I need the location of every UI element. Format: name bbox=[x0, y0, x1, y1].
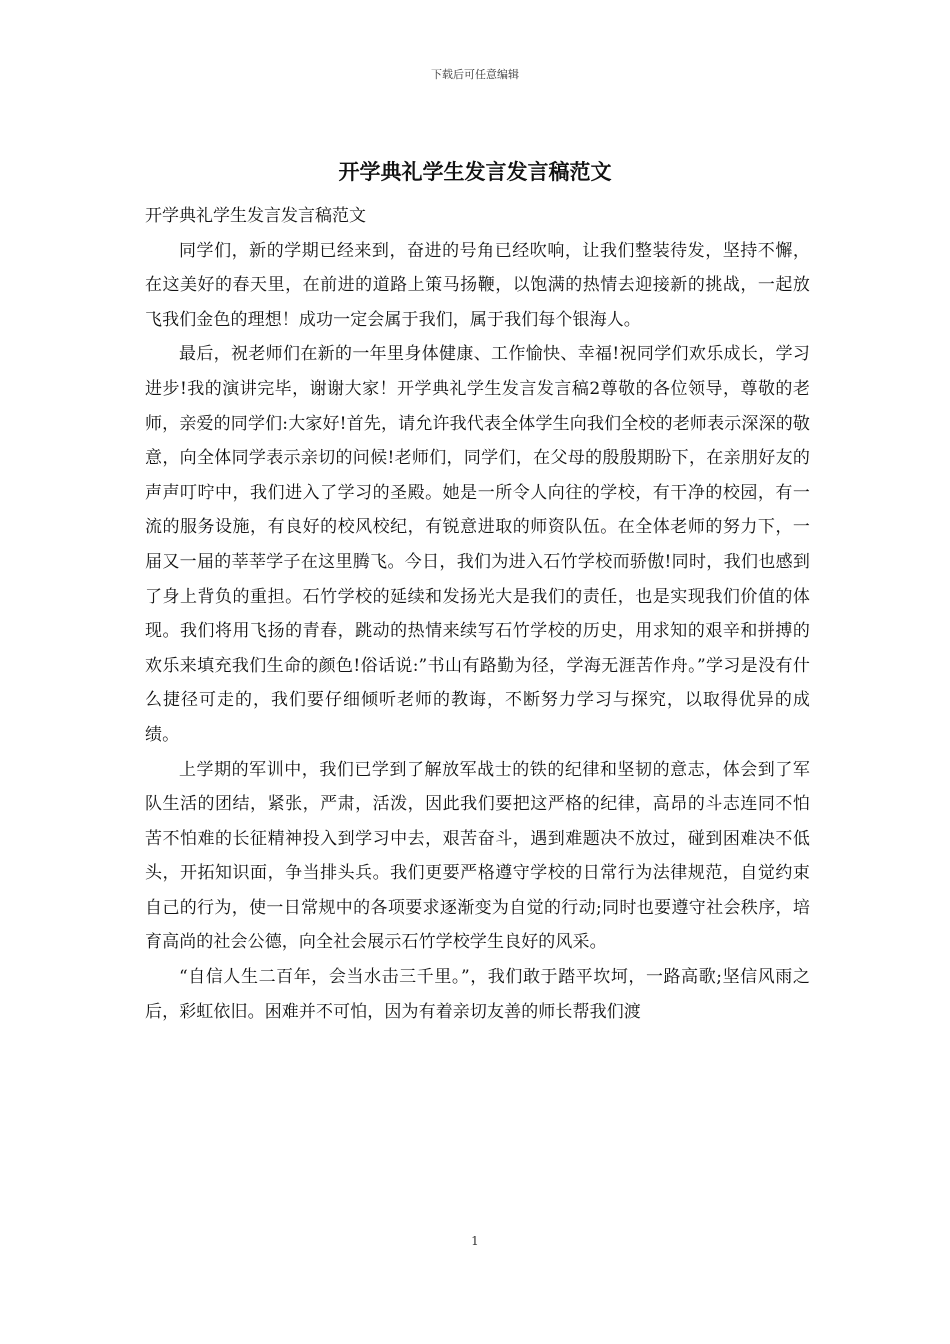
paragraph-3: 上学期的军训中，我们已学到了解放军战士的铁的纪律和坚韧的意志，体会到了军队生活的团结，紧张，严肃，活泼，因此我们要把这严格的纪律，高昂的斗志连同不怕苦不怕难的长征精神投入到学习中去，艰苦奋斗，遇到难题决不放过，碰到困难决不低头，开拓知识面，争当排头兵。我们更要严格遵守学校的日常行为法律规范，自觉约束自己的行为，使一日常规中的各项要求逐渐变为自觉的行动;同时也要遵守社会秩序，培育高尚的社会公德，向全社会展示石竹学校学生良好的风采。 bbox=[145, 759, 810, 953]
document-title: 开学典礼学生发言发言稿范文 bbox=[338, 159, 612, 184]
page-number: 1 bbox=[471, 1234, 479, 1248]
paragraph-2: 最后，祝老师们在新的一年里身体健康、工作愉快、幸福!祝同学们欢乐成长，学习进步!我的演讲完毕，谢谢大家！开学典礼学生发言发言稿2尊敬的各位领导，尊敬的老师，亲爱的同学们:大家好!首先，请允许我代表全体学生向我们全校的老师表示深深的敬意，向全体同学表示亲切的问候!老师们，同学们，在父母的殷殷期盼下，在亲朋好友的声声叮咛中，我们进入了学习的圣殿。她是一所令人向往的学校，有干净的校园，有一流的服务设施，有良好的校风校纪，有锐意进取的师资队伍。在全体老师的努力下，一届又一届的莘莘学子在这里腾飞。今日，我们为进入石竹学校而骄傲!同时，我们也感到了身上背负的重担。石竹学校的延续和发扬光大是我们的责任，也是实现我们价值的体现。我们将用飞扬的青春，跳动的热情来续写石竹学校的历史，用求知的艰辛和拼搏的欢乐来填充我们生命的颜色!俗话说:”书山有路勤为径，学海无涯苦作舟。”学习是没有什么捷径可走的，我们要仔细倾听老师的教诲，不断努力学习与探究，以取得优异的成绩。 bbox=[145, 344, 810, 745]
paragraph-1: 同学们，新的学期已经来到，奋进的号角已经吹响，让我们整装待发，坚持不懈，在这美好的春天里，在前进的道路上策马扬鞭，以饱满的热情去迎接新的挑战，一起放飞我们金色的理想！成功一定会属于我们，属于我们每个银海人。 bbox=[145, 240, 810, 330]
document-body bbox=[145, 199, 810, 1029]
page-header-note: 下载后可任意编辑 bbox=[431, 68, 519, 81]
document-subtitle: 开学典礼学生发言发言稿范文 bbox=[145, 206, 366, 226]
paragraph-4: “自信人生二百年，会当水击三千里。”，我们敢于踏平坎坷，一路高歌;坚信风雨之后，彩虹依旧。困难并不可怕，因为有着亲切友善的师长帮我们渡 bbox=[145, 967, 810, 1022]
